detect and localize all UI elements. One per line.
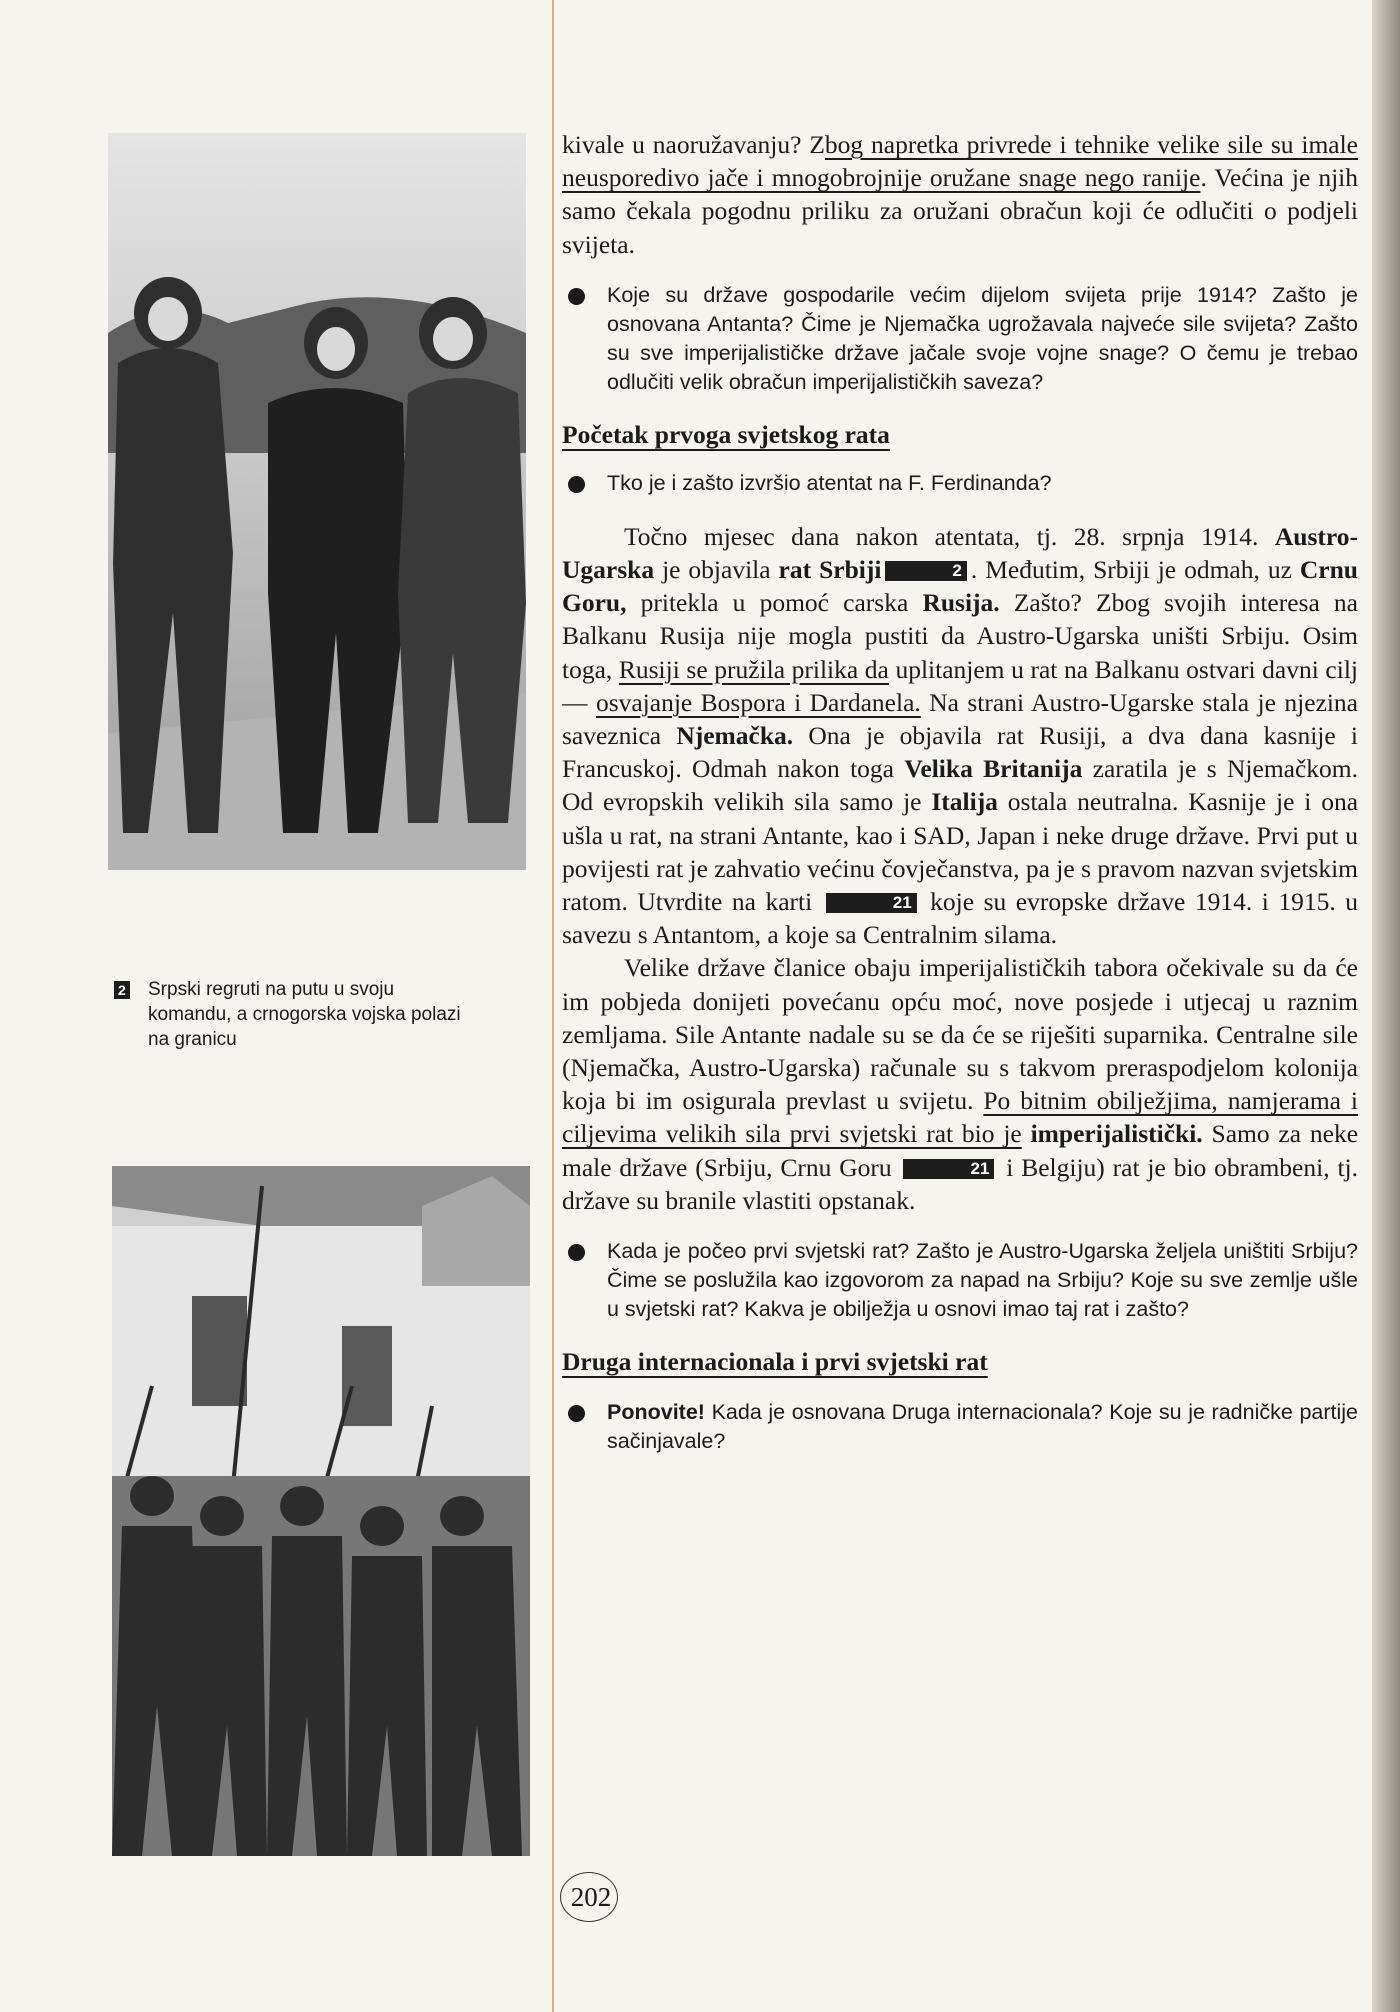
caption-text: Srpski regruti na putu u svoju komandu, a crnogorska vojska polazi na granicu bbox=[148, 979, 461, 1050]
page-fold-line bbox=[552, 0, 554, 2012]
figure-reference-badge: 2 bbox=[885, 561, 966, 581]
section-heading-second-international: Druga internacionala i prvi svjetski rat bbox=[562, 1347, 988, 1377]
bold-term: Austro-Ugarska bbox=[562, 521, 1358, 585]
text-span: pritekla u pomoć carska bbox=[626, 588, 923, 618]
text-span: Samo za neke male države (Srbiju, Crnu Goru bbox=[562, 1119, 1359, 1182]
question-bullet-3: Kada je počeo prvi svjetski rat? Zašto je Austro-Ugarska željela uništiti Srbiju? Čime se poslužila kao izgovorom za napad na Srbiju? Koje su sve zemlje ušle u svjetski rat? Kakva je obilježja u osnovi imao taj rat i zašto? bbox=[562, 1237, 1358, 1324]
question-bullet-1: Koje su države gospodarile većim dijelom svijeta prije 1914? Zašto je osnovana Antanta? Čime je Njemačka ugrožavala najveće sile svijeta? Zašto su sve imperijalističke države jačale svoje vojne snage? O čemu je trebao odlučiti velik obračun imperijalističkih saveza? bbox=[562, 281, 1358, 397]
underlined-text: osvajanje Bospora i Dardanela. bbox=[595, 687, 921, 717]
right-column-text bbox=[562, 128, 1358, 1456]
text-span: Kada je osnovana Druga internacionala? Koje su je radničke partije sačinjavale? bbox=[607, 1400, 1358, 1454]
photo-serbian-recruits bbox=[108, 133, 526, 870]
paragraph-outbreak bbox=[562, 520, 1358, 952]
bold-term: rat Srbiji bbox=[778, 555, 882, 585]
page-number-circle bbox=[560, 1872, 618, 1922]
text-span: Ona je objavila rat Rusiji, a dva dana kasnije i Francuskoj. Odmah nakon toga bbox=[562, 721, 1358, 784]
underlined-text: Rusiji se pružila prilika da bbox=[618, 654, 889, 684]
text-span: je objavila bbox=[654, 555, 779, 585]
underlined-text: Po bitnim obilježjima, namjerama i ciljevima velikih sila prvi svjetski rat bio je bbox=[562, 1086, 1358, 1149]
text-span: ostala neutralna. Kasnije je i ona ušla u rat, na strani Antante, kao i SAD, Japan i neke druge države. Prvi put u povijesti rat je zahvatio većinu čovječanstva, pa je s pravom nazvan svjetskim ratom. Utvrdite na karti bbox=[562, 787, 1359, 917]
page-number-text: 202 bbox=[570, 1882, 612, 1912]
text-span: koje su evropske države 1914. i 1915. u savezu s Antantom, a koje sa Centralnim silama. bbox=[562, 887, 1358, 950]
figure-2-caption bbox=[114, 977, 474, 1052]
section-heading-start-of-war: Početak prvoga svjetskog rata bbox=[562, 419, 890, 449]
bold-term: Njemačka. bbox=[676, 721, 794, 751]
text-span: Velike države članice obaju imperijalističkih tabora očekivale su da će im pobjeda donijeti povećanu opću moć, nove posjede i utjecaj u raznim zemljama. Sile Antante nadale su se da će se riješiti suparnika. Centralne sile (Njemačka, Austro-Ugarska) računale su s takvom preraspodjelom kolonija koja bi im osigurala prevlast u svijetu. bbox=[562, 953, 1358, 1116]
text-span: i Belgiju) rat je bio obrambeni, tj. države su branile vlastiti opstanak. bbox=[562, 1152, 1358, 1215]
text-span: zaratila je s Njemačkom. Od evropskih velikih sila samo je bbox=[562, 754, 1359, 817]
text-span: Zašto? Zbog svojih interesa na Balkanu Rusija nije mogla pustiti da Austro-Ugarska uništi Srbiju. Osim toga, bbox=[562, 588, 1359, 684]
text-span: Točno mjesec dana nakon atentata, tj. 28. srpnja 1914. bbox=[624, 521, 1275, 551]
bold-term: Italija bbox=[931, 787, 998, 817]
figure-number-badge: 2 bbox=[114, 981, 130, 999]
bold-term: imperijalistički. bbox=[1030, 1119, 1203, 1149]
page-edge-shadow bbox=[1372, 0, 1400, 2012]
paragraph-imperialist-war bbox=[562, 951, 1358, 1217]
underlined-text: bog napretka privrede i tehnike velike sile su imale neusporedivo jače i mnogobrojnije oružane snage nego ranije bbox=[562, 130, 1358, 193]
bold-term: Rusija. bbox=[922, 588, 1000, 618]
question-bullet-4 bbox=[562, 1398, 1358, 1456]
text-span: uplitanjem u rat na Balkanu ostvari davni cilj — bbox=[562, 654, 1358, 717]
text-span: kivale u naoružavanju? Z bbox=[562, 130, 825, 159]
map-reference-badge: 21 bbox=[903, 1159, 994, 1179]
map-reference-badge: 21 bbox=[826, 893, 917, 913]
question-bullet-2: Tko je i zašto izvršio atentat na F. Ferdinanda? bbox=[562, 469, 1358, 498]
left-column bbox=[108, 0, 533, 2012]
page-number bbox=[556, 1872, 626, 1922]
intro-paragraph bbox=[562, 128, 1358, 261]
bold-term: Crnu Goru, bbox=[562, 555, 1358, 618]
bold-term: Velika Britanija bbox=[904, 754, 1083, 784]
repeat-prompt: Ponovite! bbox=[607, 1400, 705, 1425]
text-span: Na strani Austro-Ugarske stala je njezina saveznica bbox=[562, 687, 1358, 751]
text-span: . Većina je njih samo čekala pogodnu priliku za oružani obračun koji će odlučiti o podjeli svijeta. bbox=[562, 163, 1358, 259]
text-span: . Međutim, Srbiji je odmah, uz bbox=[970, 555, 1300, 585]
photo-montenegrin-army bbox=[112, 1166, 530, 1856]
